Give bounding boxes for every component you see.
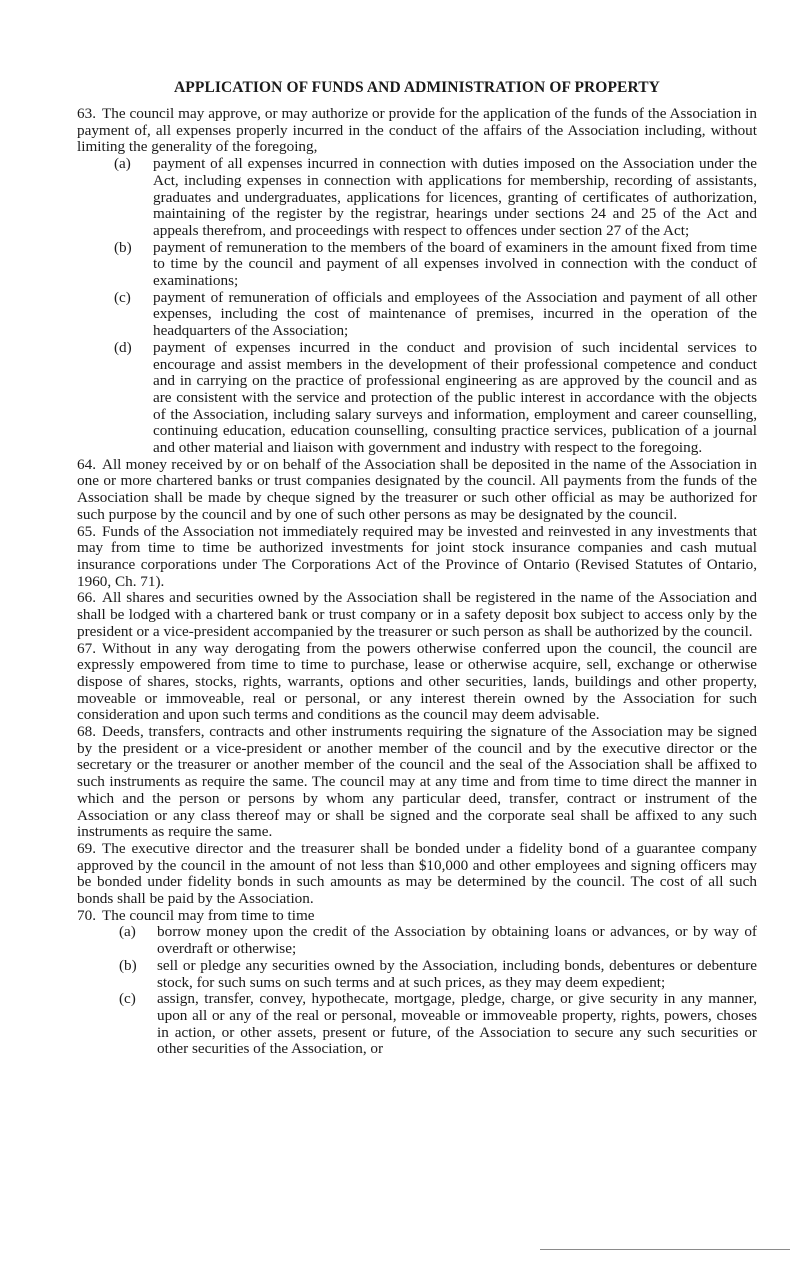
item-letter: (c): [119, 990, 136, 1008]
section-67-number: 67.: [77, 639, 96, 657]
section-63: [77, 106, 757, 156]
page-bottom-rule: [540, 1249, 790, 1250]
section-68-text: Deeds, transfers, contracts and other instruments requiring the signature of the Association may be signed by the president or a vice-president or another member of the council and by the executive director or the secretary or the treasurer or another member of the council and the seal of the Association shall be affixed to such instruments as require the same. The council may at any time and from time to time direct the manner in which and the person or persons by whom any particular deed, transfer, contract or instrument of the Association or any class thereof may or shall be signed and the corporate seal shall be affixed to any such instruments as require the same.: [77, 723, 757, 841]
section-70-item-b: [77, 958, 757, 991]
section-title: APPLICATION OF FUNDS AND ADMINISTRATION OF PROPERTY: [174, 79, 660, 96]
item-text: payment of all expenses incurred in connection with duties imposed on the Association under the Act, including expenses in connection with applications for membership, recording of assistants, graduates and undergraduates, applications for licences, granting of certificates of authorization, maintaining of the register by the registrar, hearings under sections 24 and 25 of the Act and appeals therefrom, and proceedings with respect to offences under section 27 of the Act;: [153, 155, 757, 239]
section-65-number: 65.: [77, 522, 96, 540]
section-70-item-a: [77, 924, 757, 957]
item-text: assign, transfer, convey, hypothecate, mortgage, pledge, charge, or give security in any manner, upon all or any of the real or personal, moveable or immoveable property, rights, powers, choses in action, or other assets, present or future, of the Association to secure any such securities or other securities of the Association, or: [157, 990, 757, 1058]
item-letter: (b): [119, 956, 137, 974]
section-64: [77, 457, 757, 524]
item-text: payment of expenses incurred in the conduct and provision of such incidental services to encourage and assist members in the development of their professional competence and conduct and in carrying on the practice of professional engineering as are approved by the council and as are consistent with the service and protection of the public interest in accordance with the objects of the Association, including salary surveys and information, employment and career counselling, continuing education, education counselling, consulting practice services, publication of a journal and other material and liaison with government and industry with respect to the foregoing.: [153, 338, 757, 457]
section-66: [77, 590, 757, 640]
section-63-text: The council may approve, or may authorize or provide for the application of the funds of the Association in payment of, all expenses properly incurred in the conduct of the affairs of the Association including, without limiting the generality of the foregoing,: [77, 105, 757, 156]
section-64-text: All money received by or on behalf of the Association shall be deposited in the name of the Association in one or more chartered banks or trust companies designated by the council. All payments from the funds of the Association shall be made by cheque signed by the treasurer or such other official as may be authorized for such purpose by the council and by one of such other persons as may be designated by the council.: [77, 455, 757, 523]
section-65-text: Funds of the Association not immediately required may be invested and reinvested in any investments that may from time to time be authorized investments for joint stock insurance companies and cash mutual insurance corporations under The Corporations Act of the Province of Ontario (Revised Statutes of Ontario, 1960, Ch. 71).: [77, 522, 757, 590]
section-69-text: The executive director and the treasurer shall be bonded under a fidelity bond of a guarantee company approved by the council in the amount of not less than $10,000 and other employees and signing officers may be bonded under fidelity bonds in such amounts as may be determined by the council. The cost of all such bonds shall be paid by the Association.: [77, 839, 757, 908]
item-text: borrow money upon the credit of the Association by obtaining loans or advances, or by way of overdraft or otherwise;: [157, 923, 757, 958]
section-63-item-b: [77, 240, 757, 290]
section-69: [77, 841, 757, 908]
section-67-text: Without in any way derogating from the powers otherwise conferred upon the council, the council are expressly empowered from time to time to purchase, lease or otherwise acquire, sell, exchange or otherwise dispose of shares, stocks, rights, warrants, options and other securities, lands, buildings and other property, moveable or immoveable, real or personal, or any interest therein owned by the Association for such consideration and upon such terms and conditions as the council may deem advisable.: [77, 639, 757, 724]
item-letter: (c): [114, 288, 131, 306]
section-70-text: The council may from time to time: [101, 906, 315, 924]
item-text: payment of remuneration of officials and employees of the Association and payment of all other expenses, including the cost of maintenance of premises, incurred in the operation of the headquarters of the Association;: [153, 288, 757, 340]
item-text: sell or pledge any securities owned by the Association, including bonds, debentures or debenture stock, for such sums on such terms and at such prices, as they may deem expedient;: [157, 956, 757, 991]
item-letter: (d): [114, 338, 132, 356]
document-page: [77, 78, 757, 1058]
item-letter: (a): [114, 155, 131, 173]
section-67: [77, 641, 757, 725]
item-letter: (a): [119, 923, 136, 941]
section-65: [77, 524, 757, 591]
section-66-text: All shares and securities owned by the Association shall be registered in the name of the Association and shall be lodged with a chartered bank or trust company or in a safety deposit box subject to access only by the president or a vice-president accompanied by the treasurer or such person as shall be authorized by the council.: [77, 589, 757, 640]
section-70-items: [77, 924, 757, 1058]
section-70: [77, 908, 757, 925]
section-69-number: 69.: [77, 839, 96, 857]
section-70-number: 70.: [77, 906, 96, 924]
item-text: payment of remuneration to the members of the board of examiners in the amount fixed from time to time by the council and payment of all expenses involved in connection with the conduct of examinations;: [153, 238, 757, 290]
item-letter: (b): [114, 238, 132, 256]
section-63-number: 63.: [77, 105, 96, 122]
section-68-number: 68.: [77, 723, 96, 741]
section-63-item-d: [77, 340, 757, 457]
section-63-item-c: [77, 290, 757, 340]
section-63-item-a: [77, 156, 757, 240]
section-64-number: 64.: [77, 455, 96, 473]
section-66-number: 66.: [77, 589, 96, 607]
section-63-items: [77, 156, 757, 457]
section-68: [77, 724, 757, 841]
section-70-item-c: [77, 991, 757, 1058]
